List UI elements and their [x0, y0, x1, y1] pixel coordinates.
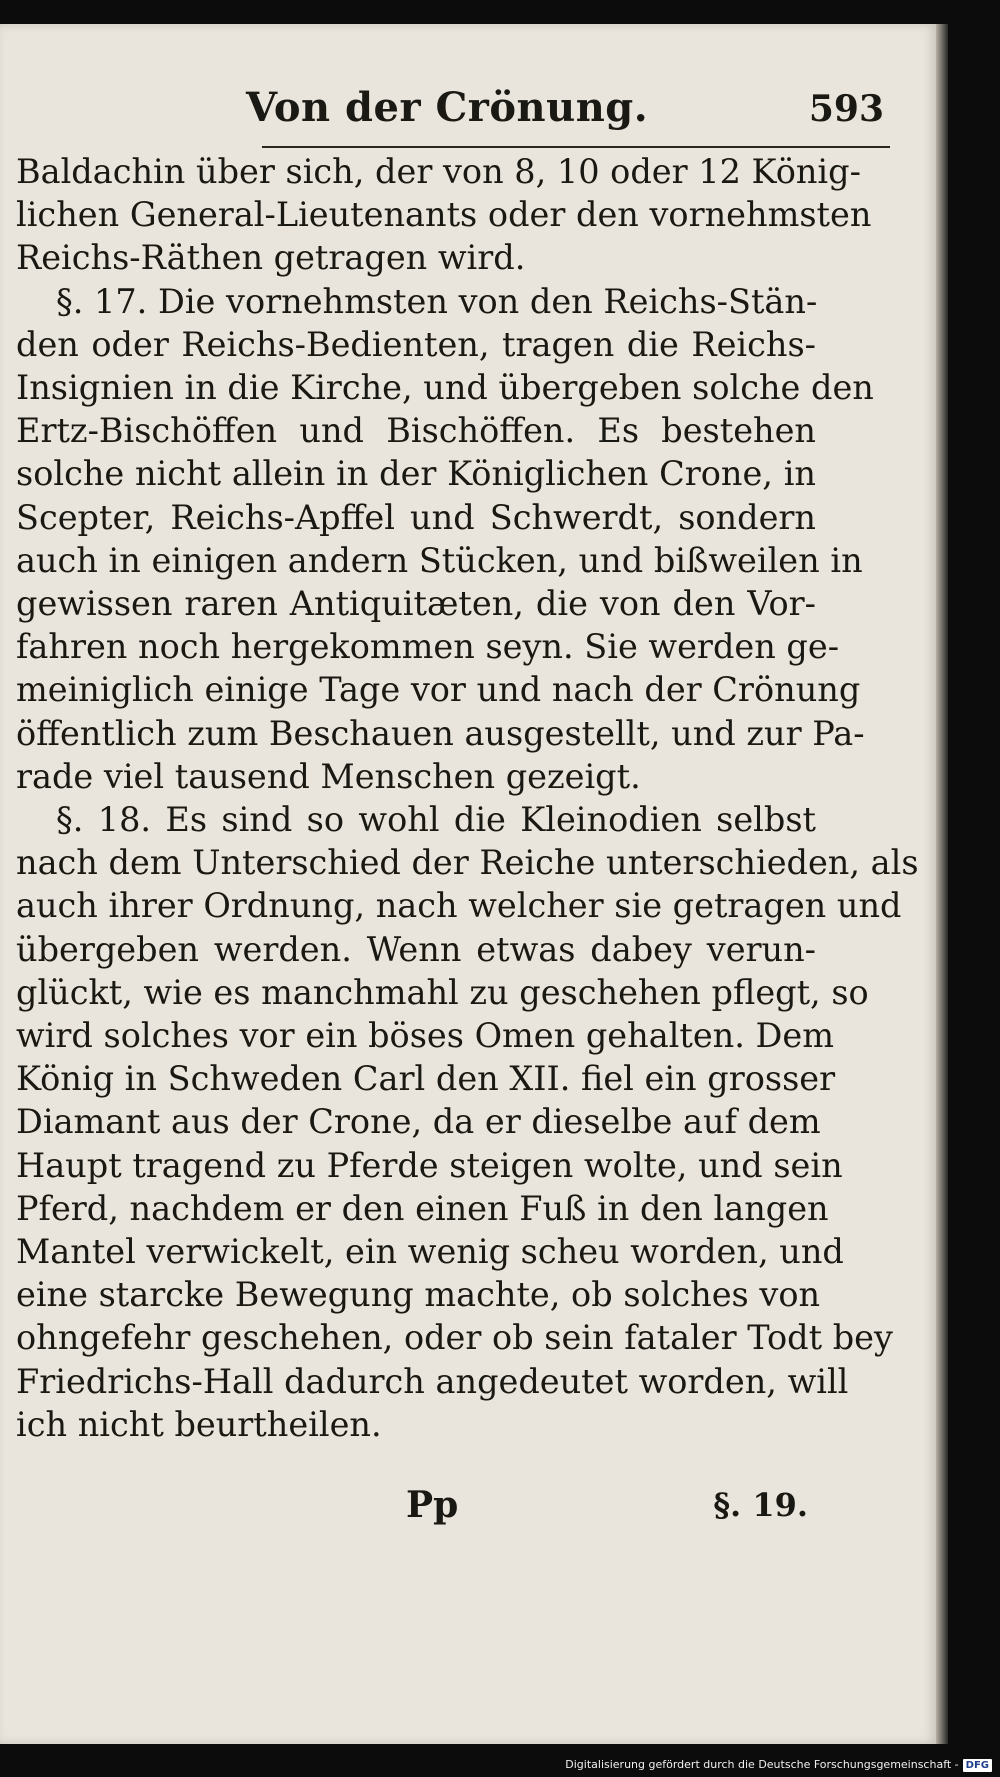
text-line: nach dem Unterschied der Reiche unterschieden, als: [16, 843, 919, 883]
page-footer: [16, 1486, 816, 1536]
text-line: eine starcke Bewegung machte, ob solches von: [16, 1275, 821, 1315]
text-line: solche nicht allein in der Königlichen Crone, in: [16, 454, 816, 494]
header-rule: [262, 146, 890, 148]
digitization-credit: [565, 1758, 992, 1772]
text-line: lichen General-Lieutenants oder den vornehmsten: [16, 195, 872, 235]
dfg-logo: DFG: [963, 1759, 992, 1772]
text-line: übergeben werden. Wenn etwas dabey verun-: [16, 929, 816, 969]
credit-text: Digitalisierung gefördert durch die Deutsche Forschungsgemeinschaft -: [565, 1758, 959, 1771]
text-line: Mantel verwickelt, ein wenig scheu worden, und: [16, 1232, 844, 1272]
text-line: Reichs-Räthen getragen wird.: [16, 238, 526, 278]
text-line: ich nicht beurtheilen.: [16, 1404, 382, 1444]
text-line: Ertz-Bischöffen und Bischöffen. Es bestehen: [16, 411, 816, 451]
text-line: Friedrichs-Hall dadurch angedeutet worden, will: [16, 1361, 849, 1401]
text-line: rade viel tausend Menschen gezeigt.: [16, 756, 641, 796]
text-line: Scepter, Reichs-Apffel und Schwerdt, sondern: [16, 497, 816, 537]
signature-mark: Pp: [406, 1484, 459, 1526]
page-number: 593: [808, 88, 884, 130]
text-line: glückt, wie es manchmahl zu geschehen pflegt, so: [16, 972, 869, 1012]
text-line: Pferd, nachdem er den einen Fuß in den langen: [16, 1188, 829, 1228]
text-line: gewissen raren Antiquitæten, die von den Vor-: [16, 584, 816, 624]
text-line: öffentlich zum Beschauen ausgestellt, und zur Pa-: [16, 713, 865, 753]
text-line: wird solches vor ein böses Omen gehalten. Dem: [16, 1016, 834, 1056]
paragraph-18-start: §. 18. Es sind so wohl die Kleinodien selbst: [56, 800, 816, 840]
text-line: den oder Reichs-Bedienten, tragen die Reichs-: [16, 324, 816, 364]
text-line: König in Schweden Carl den XII. fiel ein grosser: [16, 1059, 836, 1099]
text-line: auch in einigen andern Stücken, und bißweilen in: [16, 540, 863, 580]
text-line: Haupt tragend zu Pferde steigen wolte, und sein: [16, 1145, 843, 1185]
text-line: Baldachin über sich, der von 8, 10 oder 12 König-: [16, 152, 861, 191]
text-line: auch ihrer Ordnung, nach welcher sie getragen und: [16, 886, 902, 926]
paragraph-17-start: §. 17. Die vornehmsten von den Reichs-Stän-: [56, 281, 818, 321]
catchword: §. 19.: [713, 1486, 808, 1524]
text-line: ohngefehr geschehen, oder ob sein fataler Todt bey: [16, 1318, 893, 1358]
text-line: Diamant aus der Crone, da er dieselbe auf dem: [16, 1102, 821, 1142]
text-line: meiniglich einige Tage vor und nach der Crönung: [16, 670, 861, 710]
running-head: Von der Crönung.: [246, 84, 649, 131]
text-line: Insignien in die Kirche, und übergeben solche den: [16, 368, 874, 408]
body-text: [16, 150, 919, 1446]
text-line: fahren noch hergekommen seyn. Sie werden ge-: [16, 627, 840, 667]
page-edge-shadow: [936, 24, 948, 1744]
page-header: [16, 60, 884, 130]
